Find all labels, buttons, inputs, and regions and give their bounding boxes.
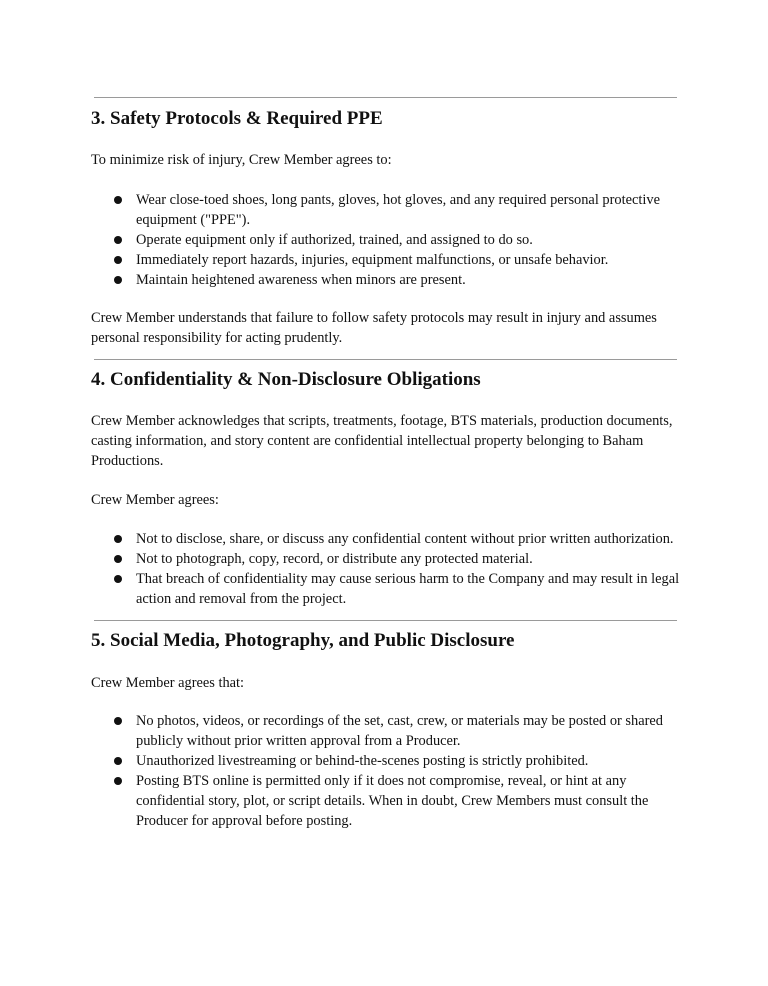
bullet-icon (114, 236, 122, 244)
bullet-icon (114, 196, 122, 204)
bullet-icon (114, 555, 122, 563)
list-item (91, 270, 691, 290)
list-item-text: Maintain heightened awareness when minors are present. (136, 272, 466, 288)
list-item-text: Not to photograph, copy, record, or distribute any protected material. (136, 551, 533, 567)
list-item-text: Posting BTS online is permitted only if it does not compromise, reveal, or hint at any confidential story, plot, or script details. When in doubt, Crew Members must consult the Producer for approval before posting. (136, 773, 649, 829)
list-item (91, 711, 691, 751)
section-4-heading: 4. Confidentiality & Non-Disclosure Obligations (91, 369, 481, 390)
list-item-text: Not to disclose, share, or discuss any confidential content without prior written authorization. (136, 531, 674, 547)
section-4-agrees: Crew Member agrees: (91, 492, 219, 508)
bullet-icon (114, 575, 122, 583)
list-item-text: Operate equipment only if authorized, trained, and assigned to do so. (136, 232, 533, 248)
list-item-text: Wear close-toed shoes, long pants, gloves, hot gloves, and any required personal protective equipment ("PPE"). (136, 192, 660, 228)
list-item (91, 771, 691, 831)
section-divider (94, 359, 677, 360)
section-4-intro: Crew Member acknowledges that scripts, treatments, footage, BTS materials, production documents, casting information, and story content are confidential intellectual property belonging to Baham Productions. (91, 413, 673, 469)
list-item (91, 230, 691, 250)
section-5-intro: Crew Member agrees that: (91, 675, 245, 691)
bullet-icon (114, 757, 122, 765)
list-item-text: No photos, videos, or recordings of the set, cast, crew, or materials may be posted or shared publicly without prior written approval from a Producer. (136, 713, 663, 749)
section-5-heading: 5. Social Media, Photography, and Public Disclosure (91, 630, 515, 651)
bullet-icon (114, 717, 122, 725)
list-item-text: That breach of confidentiality may cause serious harm to the Company and may result in legal action and removal from the project. (136, 571, 680, 607)
section-4-bullet-list (91, 529, 691, 609)
list-item-text: Unauthorized livestreaming or behind-the-scenes posting is strictly prohibited. (136, 753, 589, 769)
bullet-icon (114, 777, 122, 785)
section-divider (94, 97, 677, 98)
section-5-bullet-list (91, 711, 691, 831)
section-3-closing: Crew Member understands that failure to follow safety protocols may result in injury and assumes personal responsibility for acting prudently. (91, 310, 657, 346)
section-3-heading: 3. Safety Protocols & Required PPE (91, 108, 383, 129)
bullet-icon (114, 535, 122, 543)
bullet-icon (114, 276, 122, 284)
section-3-intro: To minimize risk of injury, Crew Member agrees to: (91, 152, 392, 168)
list-item (91, 569, 691, 609)
list-item (91, 549, 691, 569)
section-divider (94, 620, 677, 621)
list-item-text: Immediately report hazards, injuries, equipment malfunctions, or unsafe behavior. (136, 252, 609, 268)
list-item (91, 529, 691, 549)
list-item (91, 250, 691, 270)
list-item (91, 751, 691, 771)
list-item (91, 190, 691, 230)
bullet-icon (114, 256, 122, 264)
section-3-bullet-list (91, 190, 691, 290)
